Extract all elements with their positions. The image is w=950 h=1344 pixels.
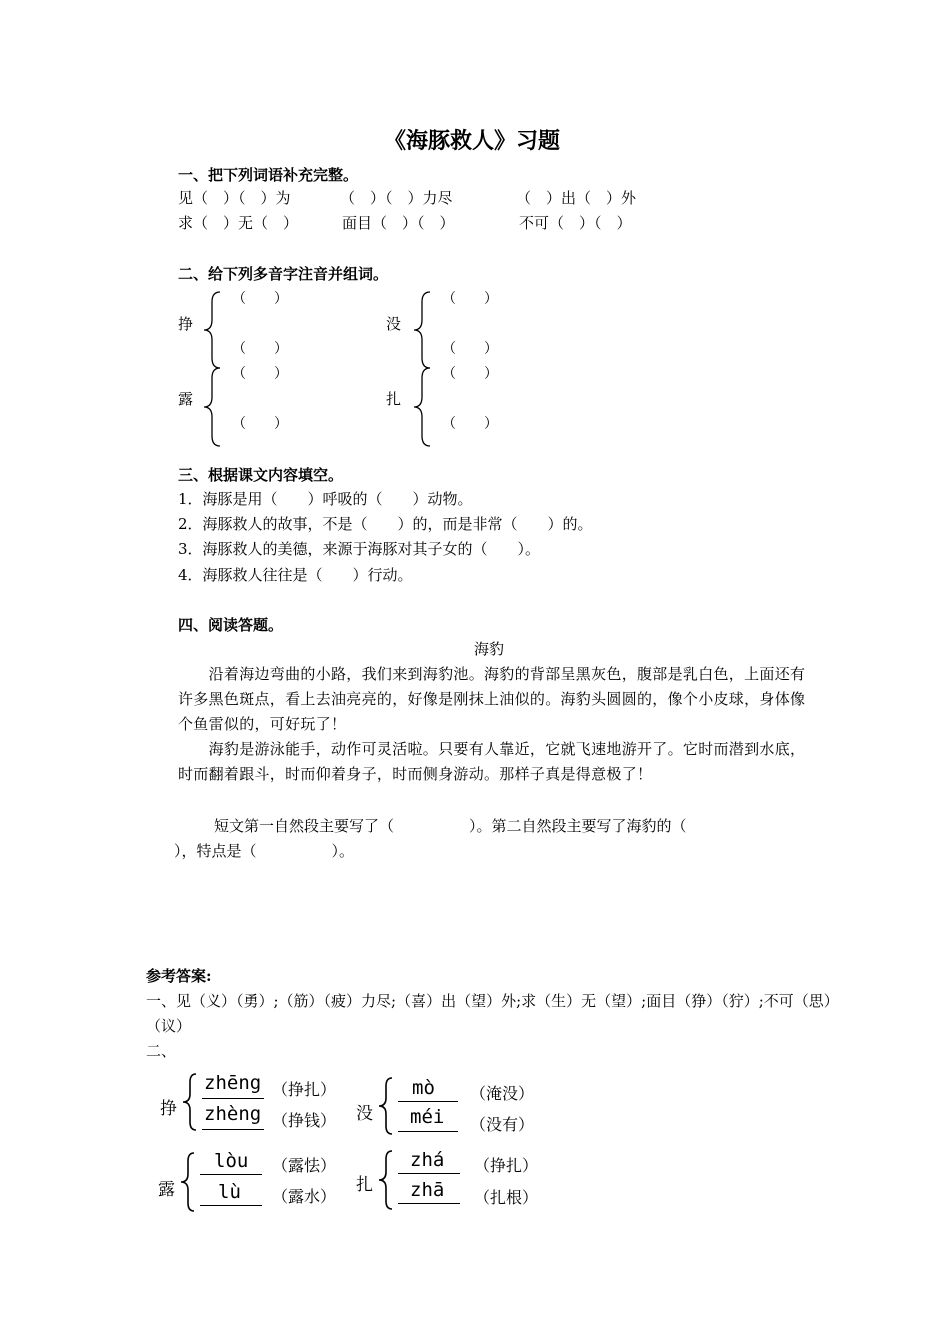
brace-icon	[410, 366, 432, 448]
paren-blank: （ ）	[232, 291, 288, 307]
answer-char: 露	[158, 1180, 175, 1200]
answer-pinyin: lù	[218, 1181, 241, 1203]
fill-item: 2．海豚救人的故事，不是（ ）的，而是非常（ ）的。	[178, 515, 593, 533]
brace-icon	[376, 1149, 394, 1211]
polyphone-char: 没	[386, 315, 402, 333]
section3-heading: 三、根据课文内容填空。	[178, 466, 344, 484]
answer-word: （淹没）	[470, 1084, 535, 1103]
reading-question: ），特点是（ ）。	[174, 842, 355, 860]
answer-underline	[398, 1173, 460, 1174]
answer-pinyin: zhā	[410, 1179, 445, 1201]
paren-blank: （ ）	[232, 341, 288, 357]
s1-item: 面目（ ）（ ）	[342, 214, 455, 232]
brace-icon	[200, 366, 222, 448]
polyphone-char: 挣	[178, 315, 194, 333]
brace-icon	[178, 1151, 196, 1213]
s1-item: 见（ ）（ ）为	[178, 189, 291, 207]
s1-item: 求（ ）无（ ）	[178, 214, 299, 232]
brace-icon	[376, 1076, 394, 1136]
section1-heading: 一、把下列词语补充完整。	[178, 166, 359, 184]
answer-underline	[398, 1203, 460, 1204]
answer-underline	[202, 1098, 264, 1099]
s1-item: （ ）（ ）力尽	[340, 189, 453, 207]
answer-pinyin: zhēng	[204, 1072, 262, 1094]
paren-blank: （ ）	[442, 291, 498, 307]
section2-heading: 二、给下列多音字注音并组词。	[178, 265, 389, 283]
answer-pinyin: zhèng	[204, 1103, 262, 1125]
answer-pinyin: méi	[410, 1106, 445, 1128]
s1-item: 不可（ ）（ ）	[519, 214, 632, 232]
paren-blank: （ ）	[442, 366, 498, 382]
reading-question: 短文第一自然段主要写了（ ）。第二自然段主要写了海豹的（	[214, 817, 687, 835]
answer-underline	[202, 1129, 264, 1130]
answer-line: 二、	[146, 1042, 177, 1060]
paren-blank: （ ）	[232, 366, 288, 382]
answer-pinyin: lòu	[214, 1150, 249, 1172]
answer-line: 一、见（义）（勇）;（筋）（疲）力尽;（喜）出（望）外;求（生）无（望）;面目（狰）（狞）;不可（思）	[146, 992, 839, 1010]
answer-word: （挣扎）	[272, 1080, 337, 1099]
answer-word: （挣扎）	[474, 1156, 539, 1175]
answer-pinyin: zhá	[410, 1149, 445, 1171]
brace-icon	[410, 290, 432, 370]
page-title: 《海豚救人》习题	[384, 128, 561, 154]
answer-word: （露水）	[272, 1187, 337, 1206]
brace-icon	[200, 290, 222, 370]
answer-char: 没	[356, 1104, 373, 1124]
answer-line: （议）	[146, 1017, 192, 1035]
paren-blank: （ ）	[442, 416, 498, 432]
answer-underline	[398, 1101, 458, 1102]
fill-item: 3．海豚救人的美德，来源于海豚对其子女的（ ）。	[178, 540, 541, 558]
answer-char: 扎	[356, 1175, 373, 1195]
fill-item: 1．海豚是用（ ）呼吸的（ ）动物。	[178, 490, 473, 508]
section4-heading: 四、阅读答题。	[178, 616, 284, 634]
answer-pinyin: mò	[412, 1077, 435, 1099]
polyphone-char: 扎	[386, 390, 402, 408]
answer-char: 挣	[160, 1099, 177, 1119]
polyphone-char: 露	[178, 390, 194, 408]
brace-icon	[180, 1072, 198, 1132]
answer-word: （挣钱）	[272, 1111, 337, 1130]
paren-blank: （ ）	[442, 341, 498, 357]
s1-item: （ ）出（ ）外	[516, 189, 637, 207]
fill-item: 4．海豚救人往往是（ ）行动。	[178, 566, 413, 584]
answer-word: （扎根）	[474, 1188, 539, 1207]
answer-underline	[398, 1131, 458, 1132]
answer-underline	[200, 1205, 262, 1206]
passage-paragraph: 沿着海边弯曲的小路，我们来到海豹池。海豹的背部呈黑灰色，腹部是乳白色，上面还有许多黑色斑点，看上去油亮亮的，好像是刚抹上油似的。海豹头圆圆的，像个小皮球，身体像个鱼雷似的，可好玩了！	[178, 665, 806, 733]
paren-blank: （ ）	[232, 416, 288, 432]
answer-word: （露怯）	[272, 1156, 337, 1175]
passage-paragraph: 海豹是游泳能手，动作可灵活啦。只要有人靠近，它就飞速地游开了。它时而潜到水底，时而翻着跟斗，时而仰着身子，时而侧身游动。那样子真是得意极了！	[178, 740, 806, 783]
answers-heading: 参考答案:	[146, 967, 212, 985]
answer-underline	[200, 1174, 262, 1175]
passage-title: 海豹	[474, 640, 505, 658]
answer-word: （没有）	[470, 1115, 535, 1134]
